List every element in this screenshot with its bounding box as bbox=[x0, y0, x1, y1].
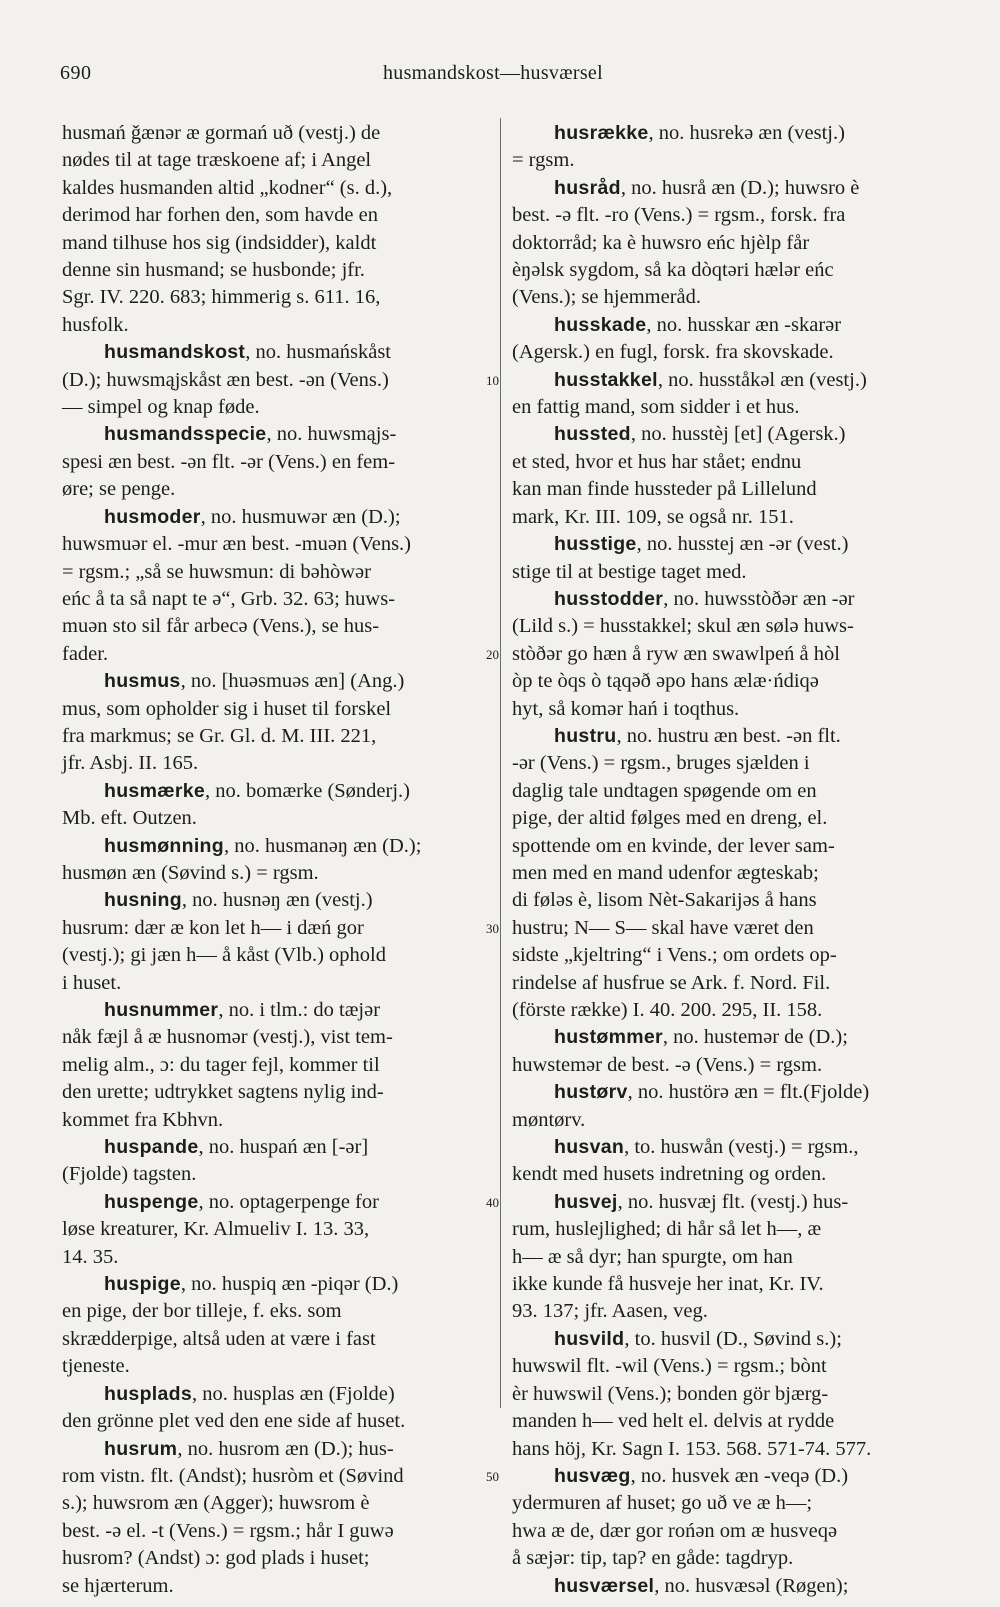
text-line bbox=[512, 970, 956, 997]
line-text: husrum: dær æ kon let h— i dæń gor bbox=[62, 916, 364, 939]
dictionary-entry-line bbox=[62, 997, 490, 1024]
line-text: en pige, der bor tilleje, f. eks. som bbox=[62, 1300, 342, 1323]
line-text: Mb. eft. Outzen. bbox=[62, 807, 197, 830]
text-line bbox=[62, 750, 490, 777]
dictionary-entry-line bbox=[512, 586, 956, 613]
text-line bbox=[62, 559, 490, 586]
headword: husning bbox=[104, 889, 182, 912]
headword: husstakkel bbox=[554, 368, 658, 391]
line-text: , no. husrekə æn (vestj.) bbox=[648, 122, 845, 144]
line-text: melig alm., ɔ: du tager fejl, kommer til bbox=[62, 1053, 380, 1076]
line-text: mand tilhuse hos sig (indsidder), kaldt bbox=[62, 231, 377, 254]
line-text: best. -ə flt. -ro (Vens.) = rgsm., forsk. fra bbox=[512, 204, 846, 227]
line-text: , no. husvæj flt. (vestj.) hus- bbox=[617, 1190, 849, 1213]
line-text: rindelse af husfrue se Ark. f. Nord. Fil. bbox=[512, 971, 831, 994]
line-number-marker: 20 bbox=[486, 646, 499, 662]
text-line bbox=[62, 1463, 490, 1490]
text-line bbox=[512, 778, 956, 805]
dictionary-entry-line bbox=[512, 1573, 956, 1600]
text-line bbox=[512, 1244, 956, 1271]
line-text: , no. husvek æn -veqə (D.) bbox=[630, 1464, 849, 1487]
line-text: (Fjolde) tagsten. bbox=[62, 1163, 197, 1186]
line-text: , no. husrom æn (D.); hus- bbox=[177, 1437, 394, 1460]
line-text: mus, som opholder sig i huset til forskel bbox=[62, 697, 392, 720]
line-text: ydermuren af huset; go uð ve æ h—; bbox=[512, 1492, 813, 1515]
line-text: ikke kunde få husveje her inat, Kr. IV. bbox=[512, 1273, 824, 1296]
text-line bbox=[512, 696, 956, 723]
dictionary-entry-line bbox=[62, 833, 490, 860]
text-line bbox=[62, 641, 490, 668]
line-text: , no. huwsmąjs- bbox=[266, 423, 397, 446]
text-line bbox=[62, 476, 490, 503]
text-line bbox=[512, 668, 956, 695]
line-text: (Lild s.) = husstakkel; skul æn sølə huws- bbox=[512, 615, 854, 638]
text-line bbox=[512, 257, 956, 284]
line-text: (förste række) I. 40. 200. 295, II. 158. bbox=[512, 999, 823, 1021]
line-text: , no. huspiq æn -piqər (D.) bbox=[180, 1273, 399, 1296]
headword: hustru bbox=[554, 724, 617, 747]
line-number-marker: 30 bbox=[486, 920, 499, 936]
line-text: i huset. bbox=[62, 971, 122, 994]
text-line bbox=[62, 230, 490, 257]
line-text: hwa æ de, dær gor rońən om æ husveqə bbox=[512, 1519, 838, 1542]
text-line bbox=[62, 696, 490, 723]
line-text: , no. hustörə æn = flt.(Fjolde) bbox=[627, 1081, 870, 1104]
text-line bbox=[62, 942, 490, 969]
dictionary-entry-line bbox=[62, 1271, 490, 1298]
line-text: , no. husståkəl æn (vestj.) bbox=[657, 368, 867, 391]
text-line bbox=[512, 1052, 956, 1079]
headword: husrum bbox=[104, 1437, 178, 1460]
text-line bbox=[512, 504, 956, 531]
text-line bbox=[62, 1573, 490, 1600]
line-text: den grönne plet ved den ene side af huset. bbox=[62, 1410, 406, 1433]
line-text: kommet fra Kbhvn. bbox=[62, 1108, 224, 1131]
text-line bbox=[62, 1024, 490, 1051]
line-text: kan man finde hussteder på Lillelund bbox=[512, 478, 817, 501]
line-text: å sæjər: tip, tap? en gåde: tagdryp. bbox=[512, 1547, 794, 1570]
dictionary-entry-line bbox=[512, 175, 956, 202]
text-line bbox=[512, 1381, 956, 1408]
text-line bbox=[62, 1298, 490, 1325]
line-text: nåk fæjl å æ husnomər (vestj.), vist tem- bbox=[62, 1026, 393, 1049]
line-text: hans höj, Kr. Sagn I. 153. 568. 571-74. 577. bbox=[512, 1437, 872, 1460]
text-line bbox=[512, 1353, 956, 1380]
dictionary-entry-line bbox=[512, 531, 956, 558]
text-line bbox=[62, 1490, 490, 1517]
text-line bbox=[512, 449, 956, 476]
dictionary-entry-line bbox=[62, 339, 490, 366]
line-text: fader. bbox=[62, 642, 109, 665]
dictionary-entry-line bbox=[512, 312, 956, 339]
text-line bbox=[62, 531, 490, 558]
text-line bbox=[512, 559, 956, 586]
text-line bbox=[512, 1298, 956, 1325]
line-text: denne sin husmand; se husbonde; jfr. bbox=[62, 259, 365, 282]
text-line bbox=[512, 887, 956, 914]
dictionary-entry-line bbox=[62, 504, 490, 531]
headword: husvild bbox=[554, 1327, 625, 1350]
line-text: daglig tale undtagen spøgende om en bbox=[512, 779, 817, 802]
text-line bbox=[62, 147, 490, 174]
line-text: (Agersk.) en fugl, forsk. fra skovskade. bbox=[512, 341, 834, 364]
text-line bbox=[512, 394, 956, 421]
dictionary-entry-line bbox=[62, 421, 490, 448]
line-number-marker: 10 bbox=[486, 372, 499, 388]
line-text: , no. i tlm.: do tæjər bbox=[218, 999, 381, 1021]
text-line bbox=[512, 805, 956, 832]
headword: husmærke bbox=[104, 779, 206, 802]
left-column bbox=[62, 120, 490, 1600]
line-text: , no. huwsstòðər æn -ər bbox=[663, 587, 855, 610]
line-text: rom vistn. flt. (Andst); husròm et (Søvind bbox=[62, 1464, 404, 1487]
line-text: stòðər go hæn å ryw æn swawlpeń å hòl bbox=[512, 642, 840, 665]
line-text: , no. husmuwər æn (D.); bbox=[200, 505, 401, 528]
line-text: s.); huwsrom æn (Agger); huwsrom è bbox=[62, 1492, 370, 1515]
text-line bbox=[62, 394, 490, 421]
line-text: husrom? (Andst) ɔ: god plads i huset; bbox=[62, 1547, 370, 1570]
dictionary-entry-line bbox=[512, 1463, 956, 1490]
text-line bbox=[512, 1271, 956, 1298]
text-line bbox=[62, 805, 490, 832]
headword: huspige bbox=[104, 1273, 181, 1296]
line-text: (Vens.); se hjemmeråd. bbox=[512, 286, 701, 309]
line-text: kendt med husets indretning og orden. bbox=[512, 1163, 827, 1186]
headword: husskade bbox=[554, 313, 647, 336]
line-text: husmań ǧænər æ gormań uð (vestj.) de bbox=[62, 122, 381, 144]
text-line bbox=[62, 1545, 490, 1572]
text-line bbox=[62, 257, 490, 284]
line-text: — simpel og knap føde. bbox=[62, 396, 260, 419]
headword: husværsel bbox=[554, 1574, 655, 1597]
line-text: , no. husskar æn -skarər bbox=[646, 313, 842, 336]
dictionary-entry-line bbox=[512, 1134, 956, 1161]
headword: husplads bbox=[104, 1382, 192, 1405]
line-text: eńc å ta så napt te ə“, Grb. 32. 63; huws- bbox=[62, 587, 396, 610]
line-text: husmøn æn (Søvind s.) = rgsm. bbox=[62, 861, 319, 884]
running-head: husmandskost—husværsel bbox=[383, 62, 603, 84]
headword: husmandsspecie bbox=[104, 423, 267, 446]
text-line bbox=[62, 449, 490, 476]
line-text: derimod har forhen den, som havde en bbox=[62, 204, 378, 227]
line-number-marker: 40 bbox=[486, 1194, 499, 1210]
text-line bbox=[62, 915, 490, 942]
line-text: stige til at bestige taget med. bbox=[512, 560, 747, 583]
headword: husmus bbox=[104, 670, 181, 693]
line-text: fra markmus; se Gr. Gl. d. M. III. 221, bbox=[62, 724, 377, 747]
dictionary-entry-line bbox=[512, 1079, 956, 1106]
line-text: , no. huspań æn [-ər] bbox=[198, 1136, 369, 1159]
line-text: tjeneste. bbox=[62, 1355, 130, 1378]
line-text: , no. husplas æn (Fjolde) bbox=[192, 1382, 395, 1405]
line-text: løse kreaturer, Kr. Almueliv I. 13. 33, bbox=[62, 1218, 370, 1241]
line-text: hustru; N— S— skal have været den bbox=[512, 916, 814, 939]
headword: husvej bbox=[554, 1190, 618, 1213]
dictionary-entry-line bbox=[512, 367, 956, 394]
line-text: sidste „kjeltring“ i Vens.; om ordets op- bbox=[512, 944, 837, 967]
line-text: (vestj.); gi jæn h— å kåst (Vlb.) ophold bbox=[62, 944, 386, 967]
line-text: spottende om en kvinde, der lever sam- bbox=[512, 834, 835, 857]
line-text: = rgsm.; „så se huwsmun: di bəhòwər bbox=[62, 560, 371, 583]
dictionary-entry-line bbox=[62, 887, 490, 914]
text-line bbox=[512, 202, 956, 229]
headword: hustømmer bbox=[554, 1026, 663, 1049]
text-line bbox=[512, 641, 956, 668]
dictionary-entry-line bbox=[512, 1024, 956, 1051]
line-text: , to. husvil (D., Søvind s.); bbox=[624, 1327, 842, 1350]
headword: husnummer bbox=[104, 999, 219, 1021]
dictionary-entry-line bbox=[512, 1189, 956, 1216]
line-text: , no. husvæsəl (Røgen); bbox=[654, 1574, 849, 1597]
text-line bbox=[512, 1545, 956, 1572]
text-line bbox=[62, 1326, 490, 1353]
line-text: et sted, hvor et hus har stået; endnu bbox=[512, 450, 802, 473]
text-line bbox=[512, 476, 956, 503]
text-line bbox=[62, 1353, 490, 1380]
line-text: di føləs è, lisom Nèt-Sakarijəs å hans bbox=[512, 889, 817, 912]
dictionary-entry-line bbox=[62, 1436, 490, 1463]
headword: hussted bbox=[554, 423, 631, 446]
headword: husmønning bbox=[104, 834, 224, 857]
text-line bbox=[62, 312, 490, 339]
text-line bbox=[62, 1244, 490, 1271]
line-text: jfr. Asbj. II. 165. bbox=[62, 752, 199, 775]
text-line bbox=[512, 613, 956, 640]
text-line bbox=[62, 1216, 490, 1243]
text-line bbox=[62, 175, 490, 202]
line-text: , no. bomærke (Sønderj.) bbox=[205, 779, 411, 802]
headword: hustørv bbox=[554, 1081, 628, 1104]
text-line bbox=[62, 1518, 490, 1545]
page-number: 690 bbox=[60, 62, 92, 84]
line-text: , no. hustru æn best. -ən flt. bbox=[616, 724, 841, 747]
headword: huspenge bbox=[104, 1190, 199, 1213]
line-text: muən sto sil får arbecə (Vens.), se hus- bbox=[62, 615, 380, 638]
line-number-marker: 50 bbox=[486, 1468, 499, 1484]
line-text: manden h— ved helt el. delvis at rydde bbox=[512, 1410, 835, 1433]
text-line bbox=[512, 1490, 956, 1517]
dictionary-entry-line bbox=[62, 668, 490, 695]
line-text: spesi æn best. -ən flt. -ər (Vens.) en fem- bbox=[62, 450, 396, 473]
line-text: pige, der altid følges med en dreng, el. bbox=[512, 807, 828, 830]
line-text: h— æ så dyr; han spurgte, om han bbox=[512, 1245, 793, 1268]
text-line bbox=[62, 202, 490, 229]
text-line bbox=[512, 230, 956, 257]
dictionary-entry-line bbox=[512, 1326, 956, 1353]
line-text: èŋəlsk sygdom, så ka dòqtəri hælər eńc bbox=[512, 259, 834, 282]
text-line bbox=[62, 586, 490, 613]
line-text: huwstemər de best. -ə (Vens.) = rgsm. bbox=[512, 1053, 823, 1076]
dictionary-entry-line bbox=[62, 1381, 490, 1408]
line-text: nødes til at tage træskoene af; i Angel bbox=[62, 149, 372, 172]
headword: husrække bbox=[554, 122, 649, 144]
text-line bbox=[512, 147, 956, 174]
line-text: = rgsm. bbox=[512, 149, 575, 172]
line-text: husfolk. bbox=[62, 313, 129, 336]
headword: husvan bbox=[554, 1136, 625, 1159]
dictionary-entry-line bbox=[512, 723, 956, 750]
headword: husmoder bbox=[104, 505, 201, 528]
text-line bbox=[62, 613, 490, 640]
text-line bbox=[62, 367, 490, 394]
dictionary-entry-line bbox=[512, 120, 956, 147]
line-text: , no. [huəsmuəs æn] (Ang.) bbox=[180, 670, 405, 693]
text-line bbox=[512, 1216, 956, 1243]
line-text: kaldes husmanden altid „kodner“ (s. d.), bbox=[62, 176, 393, 199]
text-line bbox=[62, 1052, 490, 1079]
line-text: rum, huslejlighed; di hår så let h—, æ bbox=[512, 1218, 822, 1241]
line-text: , no. husstèj [et] (Agersk.) bbox=[630, 423, 846, 446]
line-text: øre; se penge. bbox=[62, 478, 176, 501]
line-text: best. -ə el. -t (Vens.) = rgsm.; hår I guwə bbox=[62, 1519, 394, 1542]
text-line bbox=[62, 284, 490, 311]
line-text: huwsmuər el. -mur æn best. -muən (Vens.) bbox=[62, 533, 412, 556]
text-line bbox=[512, 1518, 956, 1545]
text-line bbox=[512, 1107, 956, 1134]
text-line bbox=[62, 1107, 490, 1134]
right-column bbox=[512, 120, 956, 1600]
headword: huspande bbox=[104, 1136, 199, 1159]
text-line bbox=[512, 1161, 956, 1188]
line-text: den urette; udtrykket sagtens nylig ind- bbox=[62, 1081, 384, 1104]
line-text: Sgr. IV. 220. 683; himmerig s. 611. 16, bbox=[62, 286, 381, 309]
line-text: hyt, så komər hań i toqthus. bbox=[512, 697, 740, 720]
line-text: 14. 35. bbox=[62, 1245, 119, 1268]
text-line bbox=[512, 997, 956, 1024]
text-line bbox=[62, 120, 490, 147]
text-line bbox=[62, 1161, 490, 1188]
line-text: , no. husrå æn (D.); huwsro è bbox=[620, 176, 860, 199]
line-text: , no. husmanəŋ æn (D.); bbox=[223, 834, 422, 857]
line-text: en fattig mand, som sidder i et hus. bbox=[512, 396, 800, 419]
line-text: , no. husmańskåst bbox=[245, 341, 391, 364]
line-text: (D.); huwsmąjskåst æn best. -ən (Vens.) bbox=[62, 368, 389, 391]
line-text: , no. husnəŋ æn (vestj.) bbox=[181, 889, 373, 912]
text-line bbox=[62, 860, 490, 887]
line-text: , to. huswån (vestj.) = rgsm., bbox=[624, 1136, 859, 1159]
line-text: skrædderpige, altså uden at være i fast bbox=[62, 1327, 376, 1350]
text-line bbox=[512, 1408, 956, 1435]
line-text: men med en mand udenfor ægteskab; bbox=[512, 861, 819, 884]
line-text: -ər (Vens.) = rgsm., bruges sjælden i bbox=[512, 752, 810, 775]
headword: husvæg bbox=[554, 1464, 631, 1487]
line-text: doktorråd; ka è huwsro eńc hjèlp får bbox=[512, 231, 810, 254]
headword: husstodder bbox=[554, 587, 664, 610]
text-line bbox=[62, 1079, 490, 1106]
text-line bbox=[512, 860, 956, 887]
line-text: 93. 137; jfr. Aasen, veg. bbox=[512, 1300, 708, 1323]
dictionary-entry-line bbox=[62, 1189, 490, 1216]
line-text: se hjærterum. bbox=[62, 1574, 174, 1597]
text-line bbox=[512, 833, 956, 860]
column-rule bbox=[500, 118, 501, 1408]
text-line bbox=[62, 1408, 490, 1435]
line-text: huwswil flt. -wil (Vens.) = rgsm.; bònt bbox=[512, 1355, 827, 1378]
line-text: òp te òqs ò tąqəð əpo hans ælæ·ńdiqə bbox=[512, 670, 819, 693]
dictionary-entry-line bbox=[62, 1134, 490, 1161]
line-text: , no. hustemər de (D.); bbox=[662, 1026, 848, 1049]
text-line bbox=[62, 970, 490, 997]
dictionary-entry-line bbox=[512, 421, 956, 448]
headword: husråd bbox=[554, 176, 621, 199]
line-text: , no. husstej æn -ər (vest.) bbox=[636, 533, 849, 556]
dictionary-entry-line bbox=[62, 778, 490, 805]
line-text: èr huwswil (Vens.); bonden gör bjærg- bbox=[512, 1382, 829, 1405]
text-line bbox=[512, 339, 956, 366]
text-line bbox=[512, 942, 956, 969]
text-line bbox=[62, 723, 490, 750]
text-line bbox=[512, 1436, 956, 1463]
line-text: , no. optagerpenge for bbox=[198, 1190, 379, 1213]
headword: husmandskost bbox=[104, 341, 246, 364]
headword: husstige bbox=[554, 533, 637, 556]
text-line bbox=[512, 284, 956, 311]
text-line bbox=[512, 915, 956, 942]
line-text: møntørv. bbox=[512, 1108, 586, 1131]
text-line bbox=[512, 750, 956, 777]
line-text: mark, Kr. III. 109, se også nr. 151. bbox=[512, 505, 794, 528]
